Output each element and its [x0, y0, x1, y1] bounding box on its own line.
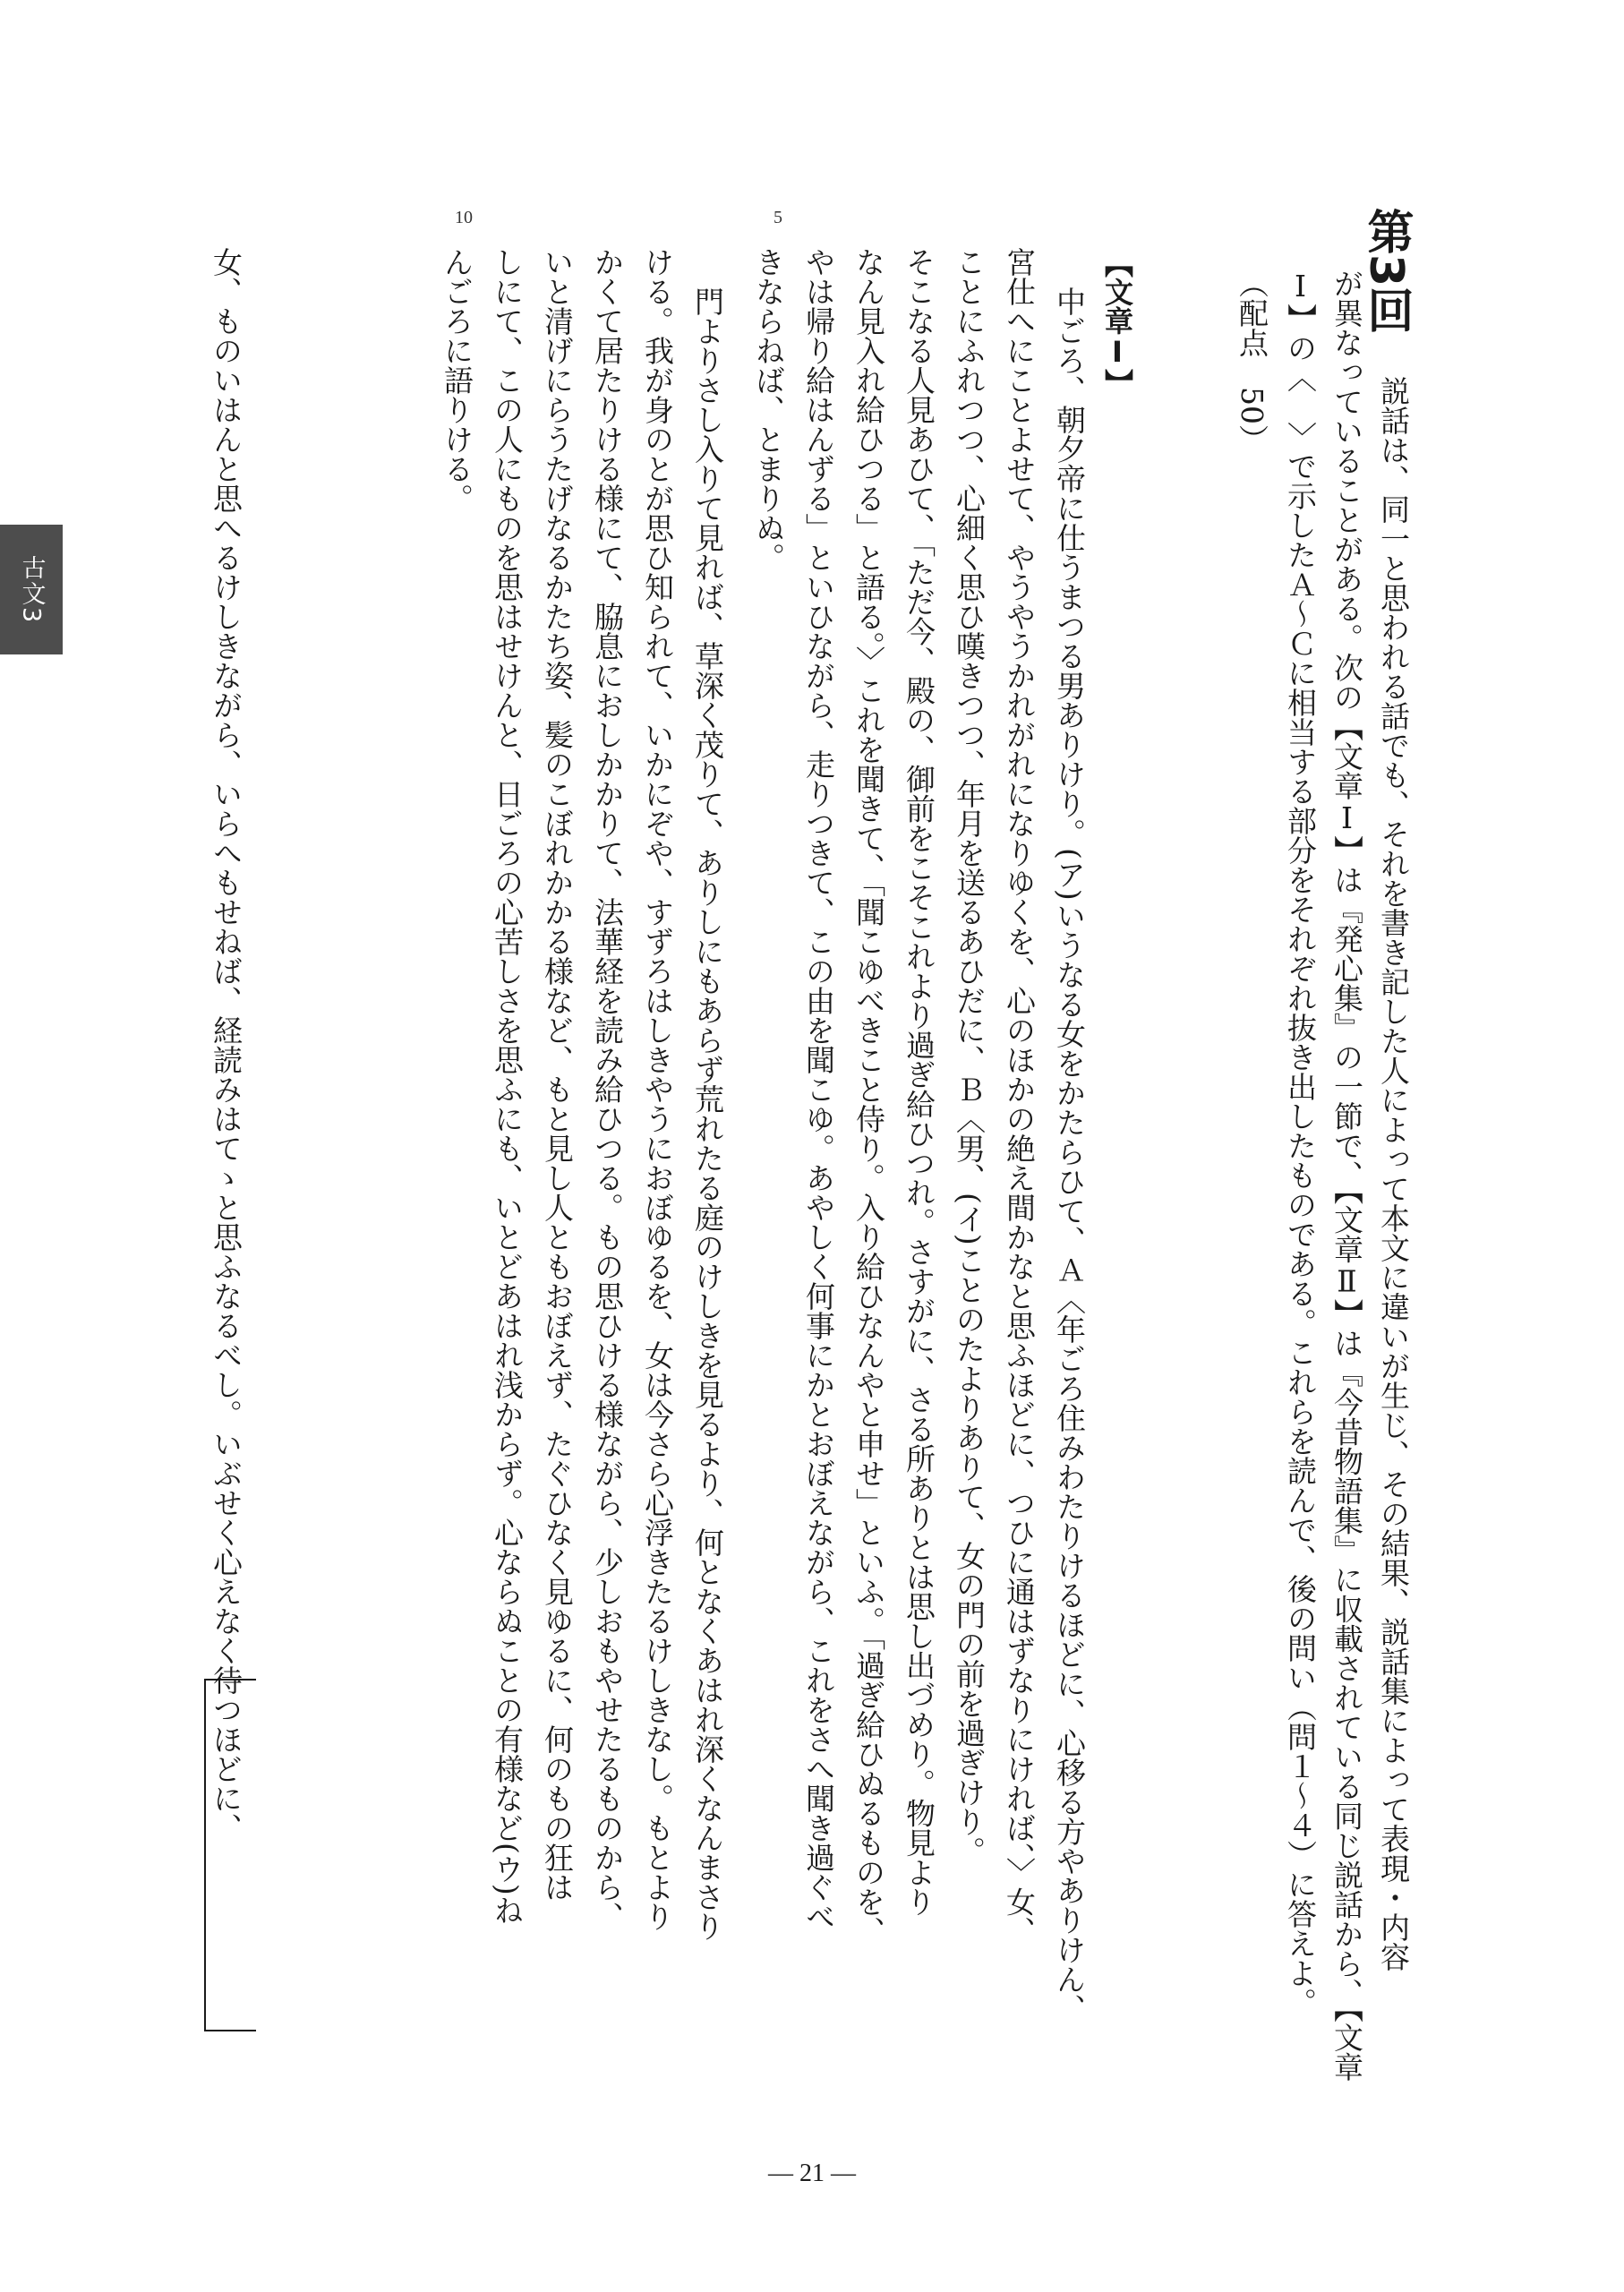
line-number-5: 5	[774, 208, 782, 227]
body-line-10: かくて居たりける様にて、脇息におしかかりて、法華経を読み給ひつる。もの思ひける様ながら、少しおもやせたるものから、	[590, 247, 625, 1931]
body-line-2: 宮仕へにことよせて、やうやうかれがれになりゆくを、心のほかの絶え間かなと思ふほどに、つひに通はずなりにければ、〉女、	[1002, 247, 1037, 1946]
body-line-11: いと清げにらうたげなるかたち姿、髪のこぼれかかる様など、もと見し人ともおぼえず、たぐひなく見ゆるに、何のもの狂は	[540, 247, 575, 1902]
body-line-7: きならねば、とまりぬ。	[751, 247, 786, 572]
body-line-4: そこなる人見あひて、「ただ今、殿の、御前をこそこれより過ぎ給ひつれ。さすがに、さる所ありとは思し出づめり。物見より	[902, 247, 936, 1917]
body-line-14: 女、ものいはんと思へるけしきながら、いらへもせねば、経読みはてゝと思ふなるべし。いぶせく心えなく待つほどに、	[209, 247, 244, 1843]
passage-heading: 【文章Ⅰ】	[1100, 249, 1134, 398]
body-line-8: 門よりさし入りて見れば、草深く茂りて、ありしにもあらず荒れたる庭のけしきを見るより、何となくあはれ深くなんまさり	[690, 286, 725, 1941]
intro-line-3: Ⅰ】の〈 〉で示したＡ～Ｃに相当する部分をそれぞれ抜き出したものである。これらを読んで、後の問い（問１～４）に答えよ。	[1283, 269, 1318, 2017]
body-line-3: ことにふれつつ、心細く思ひ嘆きつつ、年月を送るあひだに、Ｂ〈男、(イ)ことのたよりありて、女の門の前を過ぎけり。	[952, 247, 987, 1866]
body-line-12: しにて、この人にものを思はせけんと、日ごろの心苦しさを思ふにも、いとどあはれ浅からず。心ならぬことの有様など(ウ)ね	[490, 247, 525, 1925]
body-line-6: やは帰り給はんずる」といひながら、走りつきて、この由を聞こゆ。あやしく何事にかとおぼえながら、これをさへ聞き過ぐべ	[801, 247, 836, 1931]
line-number-10: 10	[455, 208, 473, 227]
body-line-1: 中ごろ、朝夕帝に仕うまつる男ありけり。(ア)いうなる女をかたらひて、Ａ〈年ごろ住みわたりけるほどに、心移る方やありけん、	[1052, 286, 1087, 2023]
intro-line-1: 説話は、同一と思われる話でも、それを書き記した人によって本文に違いが生じ、その結果、説話集によって表現・内容	[1376, 376, 1411, 1971]
body-line-13: んごろに語りける。	[440, 247, 474, 513]
body-line-5: なん見入れ給ひつる」と語る。〉これを聞きて、「聞こゆべきこと侍り。入り給ひなんやと申せ」といふ。「過ぎ給ひぬるものを、	[851, 247, 886, 1946]
body-line-9: ける。我が身のとが思ひ知られて、いかにぞや、すずろはしきやうにおぼゆるを、女は今さら心浮きたるけしきなし。もとより	[640, 247, 675, 1931]
intro-line-2: が異なっていることがある。次の【文章Ⅰ】は『発心集』の一節で、【文章Ⅱ】は『今昔物語集』に収載されている同じ説話から、【文章	[1329, 269, 1364, 2082]
section-title: 第3回	[1359, 208, 1413, 334]
page-number: ― 21 ―	[768, 2159, 856, 2187]
subject-tab: 古文3	[0, 525, 63, 654]
score-note: （配点 50）	[1235, 269, 1269, 454]
